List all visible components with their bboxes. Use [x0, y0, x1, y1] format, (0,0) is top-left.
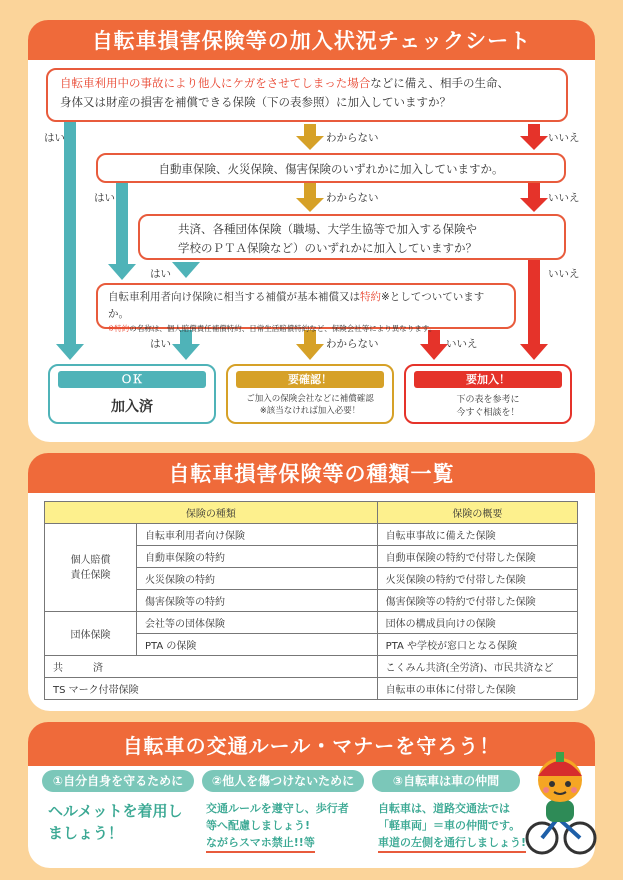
rule-2-line3: ながらスマホ禁止!!等 [206, 834, 315, 853]
table-row [45, 524, 578, 546]
row-type: 会社等の団体保険 [137, 612, 378, 634]
insurance-table [44, 501, 578, 700]
result-join-line1: 下の表を参考に [456, 395, 520, 405]
rule-text-3 [378, 800, 526, 853]
rule-tag-2: ②他人を傷つけないために [202, 770, 364, 792]
rule-text-1 [48, 800, 183, 844]
result-ok-head: ＯＫ [58, 371, 206, 388]
check-sheet-title: 自転車損害保険等の加入状況チェックシート [28, 20, 595, 60]
q4-pre: 自転車利用者向け保険に相当する補償が基本補償又は [108, 291, 360, 303]
label-q2-no: いいえ [548, 192, 580, 204]
q2-text: 自動車保険、火災保険、傷害保険のいずれかに加入していますか。 [158, 162, 504, 176]
table-row [45, 612, 578, 634]
label-q4-no: いいえ [446, 338, 478, 350]
result-join [404, 364, 572, 424]
q1-highlight: 自転車利用中の事故により他人にケガをさせてしまった場合 [60, 76, 371, 90]
result-ok-body: 加入済 [111, 399, 153, 415]
q3-line2: 学校のＰＴＡ保険など）のいずれかに加入していますか？ [178, 241, 477, 255]
row-type: 傷害保険等の特約 [137, 590, 378, 612]
group-personal: 個人賠償 責任保険 [45, 524, 137, 612]
row-summary: こくみん共済(全労済)、市民共済など [377, 656, 577, 678]
question-2 [96, 153, 566, 183]
question-3 [138, 214, 566, 260]
label-q2-unknown: わからない [326, 192, 379, 204]
result-join-line2: 今すぐ相談を！ [456, 408, 520, 418]
row-type: 共 済 [45, 656, 378, 678]
label-q3-no: いいえ [548, 268, 580, 280]
result-join-head: 要加入！ [414, 371, 562, 388]
rule-3-line1: 自転車は、道路交通法では [378, 802, 510, 815]
result-confirm-line2: ※該当なければ加入必要！ [259, 406, 361, 416]
table-row [45, 656, 578, 678]
label-q2-yes: はい [94, 192, 115, 204]
label-q1-unknown: わからない [326, 132, 379, 144]
row-summary: 火災保険の特約で付帯した保険 [377, 568, 577, 590]
table-header-row [45, 502, 578, 524]
result-ok [48, 364, 216, 424]
q4-note: の名称は、個人賠償責任補償特約、日常生活賠償特約など、保険会社等により異なります。 [129, 324, 437, 333]
table-row [45, 678, 578, 700]
q4-post: ※としてついていますか。 [108, 291, 485, 320]
q1-line2: 身体又は財産の損害を補償できる保険（下の表参照）に加入していますか？ [60, 95, 451, 109]
result-confirm-line1: ご加入の保険会社などに補償確認 [246, 394, 374, 404]
mascot-cyclist-image [520, 738, 600, 858]
row-type: 自転車利用者向け保険 [137, 524, 378, 546]
row-type: 火災保険の特約 [137, 568, 378, 590]
row-summary: 自転車事故に備えた保険 [377, 524, 577, 546]
label-q1-yes: はい [44, 132, 65, 144]
result-confirm [226, 364, 394, 424]
label-q3-yes: はい [150, 268, 171, 280]
q4-note-mark: ※特約 [108, 324, 130, 333]
row-summary: 自動車保険の特約で付帯した保険 [377, 546, 577, 568]
label-q4-unknown: わからない [326, 338, 379, 350]
rule-1-line2: ましょう！ [48, 824, 124, 842]
row-summary: 自転車の車体に付帯した保険 [377, 678, 577, 700]
rules-title: 自転車の交通ルール・マナーを守ろう！ [28, 722, 595, 766]
label-q1-no: いいえ [548, 132, 580, 144]
row-summary: 傷害保険等の特約で付帯した保険 [377, 590, 577, 612]
q4-highlight: 特約 [360, 291, 381, 303]
rule-2-line1: 交通ルールを遵守し、歩行者 [206, 802, 349, 815]
row-type: PTA の保険 [137, 634, 378, 656]
row-type: 自動車保険の特約 [137, 546, 378, 568]
q3-line1: 共済、各種団体保険（職場、大学生協等で加入する保険や [178, 222, 477, 236]
q1-rest: などに備え、相手の生命、 [370, 76, 509, 90]
col-summary-header: 保険の概要 [377, 502, 577, 524]
label-q4-yes: はい [150, 338, 171, 350]
row-summary: PTA や学校が窓口となる保険 [377, 634, 577, 656]
rule-text-2 [206, 800, 349, 853]
rule-3-line3: 車道の左側を通行しましょう! [378, 834, 526, 853]
types-title: 自転車損害保険等の種類一覧 [28, 453, 595, 493]
rule-2-line2: 等へ配慮しましょう! [206, 819, 311, 832]
rule-1-line1: ヘルメットを着用し [48, 802, 183, 820]
rule-tag-3: ③自転車は車の仲間 [372, 770, 520, 792]
result-confirm-head: 要確認！ [236, 371, 384, 388]
question-4 [96, 283, 516, 333]
row-type: TS マーク付帯保険 [45, 678, 378, 700]
col-type-header: 保険の種類 [45, 502, 378, 524]
row-summary: 団体の構成員向けの保険 [377, 612, 577, 634]
rule-tag-1: ①自分自身を守るために [42, 770, 194, 792]
rule-3-line2: 「軽車両」＝車の仲間です。 [378, 819, 521, 832]
group-group: 団体保険 [45, 612, 137, 656]
